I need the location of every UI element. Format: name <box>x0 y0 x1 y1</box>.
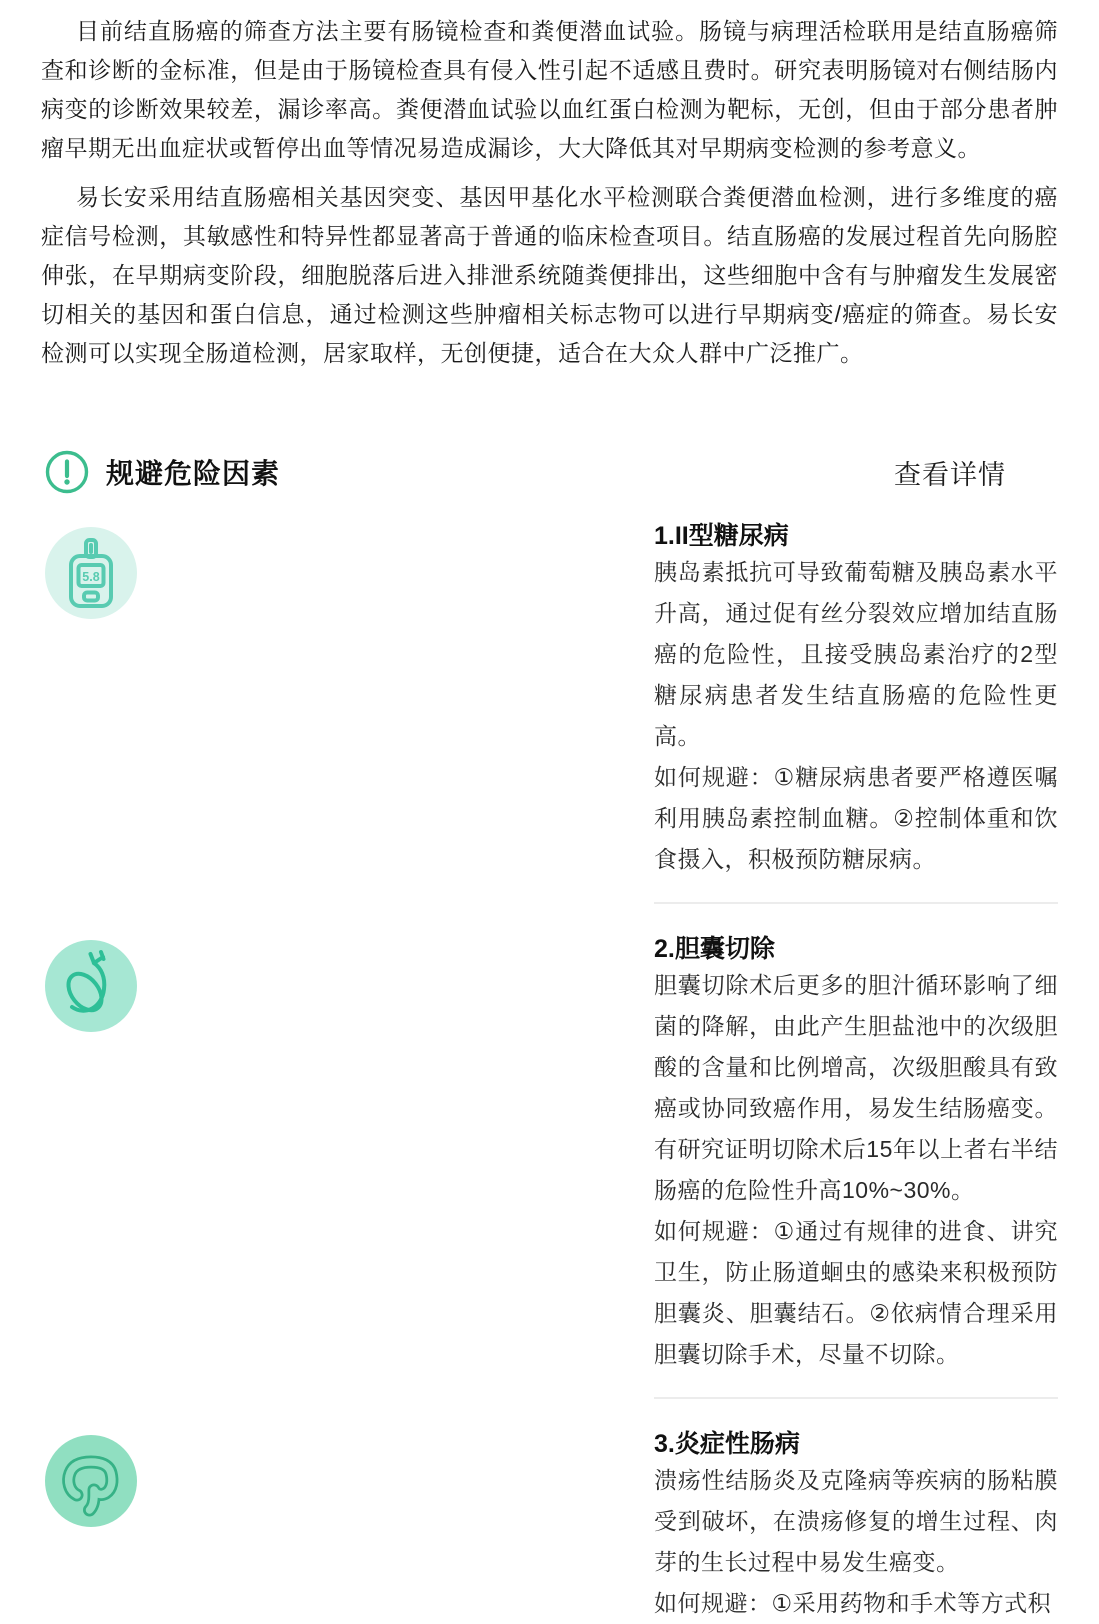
gallbladder-icon <box>45 940 137 1032</box>
risk-list <box>41 521 1058 1624</box>
intro-paragraph: 易长安采用结直肠癌相关基因突变、基因甲基化水平检测联合粪便潜血检测，进行多维度的癌症信号检测，其敏感性和特异性都显著高于普通的临床检查项目。结直肠癌的发展过程首先向肠腔伸张，在早期病变阶段，细胞脱落后进入排泄系统随粪便排出，这些细胞中含有与肿瘤发生发展密切相关的基因和蛋白信息，通过检测这些肿瘤相关标志物可以进行早期病变/癌症的筛查。易长安检测可以实现全肠道检测，居家取样，无创便捷，适合在大众人群中广泛推广。 <box>41 184 1058 366</box>
risk-item-ibd <box>41 1429 1058 1624</box>
risk-section-header <box>41 449 1058 495</box>
glucose-meter-icon <box>45 527 137 619</box>
colon-icon <box>45 1435 137 1527</box>
exclamation-circle-icon <box>44 449 90 495</box>
risk-item-advice: 如何规避：①通过有规律的进食、讲究卫生，防止肠道蛔虫的感染来积极预防胆囊炎、胆囊结石。②依病情合理采用胆囊切除手术，尽量不切除。 <box>654 1218 1058 1367</box>
intro-paragraph: 目前结直肠癌的筛查方法主要有肠镜检查和粪便潜血试验。肠镜与病理活检联用是结直肠癌筛查和诊断的金标准，但是由于肠镜检查具有侵入性引起不适感且费时。研究表明肠镜对右侧结肠内病变的诊断效果较差，漏诊率高。粪便潜血试验以血红蛋白检测为靶标，无创，但由于部分患者肿瘤早期无出血症状或暂停出血等情况易造成漏诊，大大降低其对早期病变检测的参考意义。 <box>41 18 1058 161</box>
view-details-link[interactable]: 查看详情 <box>894 459 1006 490</box>
section-title: 规避危险因素 <box>106 458 281 489</box>
intro-section <box>41 12 1058 373</box>
risk-item-title: 3.炎症性肠病 <box>654 1430 800 1458</box>
risk-item-diabetes <box>41 521 1058 904</box>
risk-item-title: 1.II型糖尿病 <box>654 522 789 550</box>
risk-item-body: 溃疡性结肠炎及克隆病等疾病的肠粘膜受到破坏，在溃疡修复的增生过程、肉芽的生长过程中易发生癌变。 <box>654 1467 1058 1575</box>
risk-item-advice: 如何规避：①糖尿病患者要严格遵医嘱利用胰岛素控制血糖。②控制体重和饮食摄入，积极预防糖尿病。 <box>654 764 1058 872</box>
meter-value: 5.8 <box>82 570 100 584</box>
risk-item-advice: 如何规避：①采用药物和手术等方式积 <box>654 1590 1052 1616</box>
risk-item-body: 胰岛素抵抗可导致葡萄糖及胰岛素水平升高，通过促有丝分裂效应增加结直肠癌的危险性，且接受胰岛素治疗的2型糖尿病患者发生结直肠癌的危险性更高。 <box>654 559 1058 749</box>
risk-item-body: 胆囊切除术后更多的胆汁循环影响了细菌的降解，由此产生胆盐池中的次级胆酸的含量和比例增高，次级胆酸具有致癌或协同致癌作用，易发生结肠癌变。有研究证明切除术后15年以上者右半结肠癌的危险性升高10%~30%。 <box>654 972 1058 1203</box>
risk-item-gallbladder <box>41 934 1058 1399</box>
risk-item-title: 2.胆囊切除 <box>654 935 775 963</box>
